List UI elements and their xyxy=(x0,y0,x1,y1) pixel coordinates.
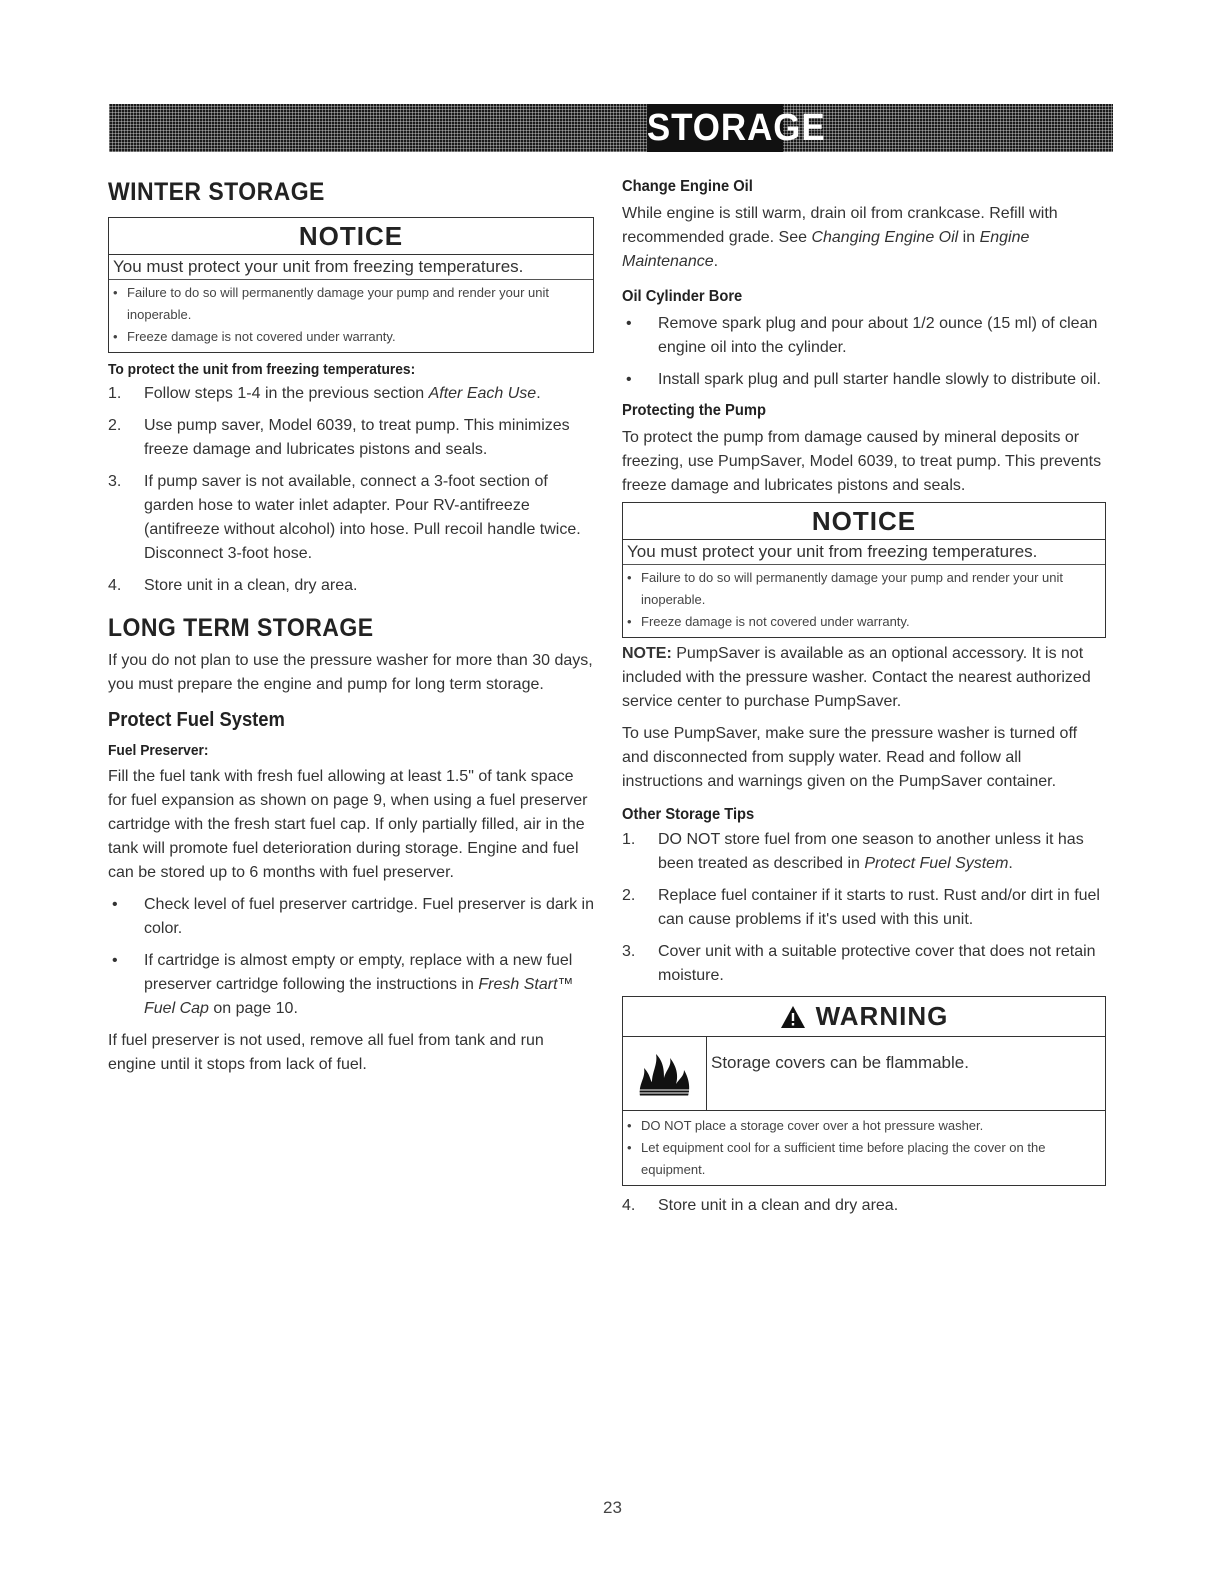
list-item: 1. Follow steps 1-4 in the previous section After Each Use. xyxy=(108,385,541,402)
list-item: 2. Use pump saver, Model 6039, to treat pump. This minimizes freeze damage and lubricates pistons and seals. xyxy=(108,417,570,458)
list-item: 2. Replace fuel container if it starts to rust. Rust and/or dirt in fuel can cause problems if it's used with this unit. xyxy=(622,887,1100,928)
notice-box xyxy=(622,502,1106,638)
fire-hazard-icon xyxy=(623,1037,707,1110)
warning-lead: Storage covers can be flammable. xyxy=(711,1053,969,1072)
cylinder-bore-heading: Oil Cylinder Bore xyxy=(622,288,743,305)
note-text: NOTE: PumpSaver is available as an optional accessory. It is not included with the pressure washer. Contact the nearest authorized service center to purchase PumpSaver. xyxy=(622,645,1091,710)
protecting-pump-heading: Protecting the Pump xyxy=(622,402,766,419)
notice-title: NOTICE xyxy=(109,218,593,255)
list-item: • Check level of fuel preserver cartridge. Fuel preserver is dark in color. xyxy=(112,896,594,937)
warning-items xyxy=(623,1111,1105,1185)
fuel-text: Fill the fuel tank with fresh fuel allowing at least 1.5" of tank space for fuel expansion as shown on page 9, when using a fuel preserver cartridge with the fresh start fuel cap. If only partially filled, air in the tank will promote fuel deterioration during storage. Engine and fuel can be stored up to 6 months with fuel preserver. xyxy=(108,768,588,881)
warning-item: • DO NOT place a storage cover over a hot pressure washer. xyxy=(627,1118,984,1133)
pump-text: To protect the pump from damage caused by mineral deposits or freezing, use PumpSaver, Model 6039, to treat pump. This prevents freeze damage and lubricates pistons and seals. xyxy=(622,429,1102,494)
warning-header xyxy=(623,997,1105,1037)
change-oil-heading: Change Engine Oil xyxy=(622,178,753,195)
warning-item: • Let equipment cool for a sufficient time before placing the cover on the equipment. xyxy=(627,1140,1046,1177)
page-number: 23 xyxy=(603,1498,622,1517)
long-term-storage-heading: LONG TERM STORAGE xyxy=(108,614,374,642)
note-label: NOTE: xyxy=(622,645,672,662)
list-item: 3. Cover unit with a suitable protective cover that does not retain moisture. xyxy=(622,943,1096,984)
notice-item: • Failure to do so will permanently damage your pump and render your unit inoperable. xyxy=(627,570,1064,607)
notice-box xyxy=(108,217,594,353)
list-item: • Install spark plug and pull starter handle slowly to distribute oil. xyxy=(626,371,1101,388)
left-column xyxy=(108,178,594,1077)
tips-list-continued xyxy=(622,1194,1106,1218)
list-item: 4. Store unit in a clean and dry area. xyxy=(622,1197,899,1214)
fuel-closing-text: If fuel preserver is not used, remove all fuel from tank and run engine until it stops from lack of fuel. xyxy=(108,1032,544,1073)
banner-title: STORAGE xyxy=(647,104,783,152)
list-item: • If cartridge is almost empty or empty, replace with a new fuel preserver cartridge following the instructions in Fresh Start™ Fuel Cap on page 10. xyxy=(112,952,574,1017)
long-term-text: If you do not plan to use the pressure washer for more than 30 days, you must prepare the engine and pump for long term storage. xyxy=(108,652,593,693)
winter-steps-list xyxy=(108,382,594,598)
change-oil-text: While engine is still warm, drain oil from crankcase. Refill with recommended grade. See Changing Engine Oil in Engine Maintenance. xyxy=(622,205,1058,270)
notice-title: NOTICE xyxy=(623,503,1105,540)
tips-list xyxy=(622,828,1106,988)
notice-lead: You must protect your unit from freezing temperatures. xyxy=(623,540,1105,565)
right-column xyxy=(622,178,1106,1226)
winter-storage-heading: WINTER STORAGE xyxy=(108,178,325,206)
list-item: 3. If pump saver is not available, connect a 3-foot section of garden hose to water inlet adapter. Pour RV-antifreeze (antifreeze without alcohol) into hose. Pull recoil handle twice. Disconnect 3-foot hose. xyxy=(108,473,581,562)
notice-item: • Freeze damage is not covered under warranty. xyxy=(627,614,910,629)
pumpsaver-text: To use PumpSaver, make sure the pressure washer is turned off and disconnected from supply water. Read and follow all instructions and warnings given on the PumpSaver container. xyxy=(622,725,1078,790)
warning-box xyxy=(622,996,1106,1186)
cylinder-bullets xyxy=(622,312,1106,392)
warning-lead-row xyxy=(623,1037,1105,1111)
warning-triangle-icon xyxy=(780,1005,806,1029)
list-item: 4. Store unit in a clean, dry area. xyxy=(108,577,358,594)
notice-item: • Failure to do so will permanently damage your pump and render your unit inoperable. xyxy=(113,285,550,322)
section-banner xyxy=(109,104,1113,152)
fuel-bullets xyxy=(108,893,594,1021)
protect-unit-heading: To protect the unit from freezing temperatures: xyxy=(108,361,416,378)
warning-title: WARNING xyxy=(815,1001,949,1031)
notice-lead: You must protect your unit from freezing temperatures. xyxy=(109,255,593,280)
other-tips-heading: Other Storage Tips xyxy=(622,806,755,823)
list-item: • Remove spark plug and pour about 1/2 ounce (15 ml) of clean engine oil into the cylinder. xyxy=(626,315,1098,356)
protect-fuel-heading: Protect Fuel System xyxy=(108,709,285,731)
list-item: 1. DO NOT store fuel from one season to another unless it has been treated as described in Protect Fuel System. xyxy=(622,831,1084,872)
notice-item: • Freeze damage is not covered under warranty. xyxy=(113,329,396,344)
fuel-preserver-heading: Fuel Preserver: xyxy=(108,742,209,759)
notice-items xyxy=(109,280,593,352)
notice-items xyxy=(623,565,1105,637)
